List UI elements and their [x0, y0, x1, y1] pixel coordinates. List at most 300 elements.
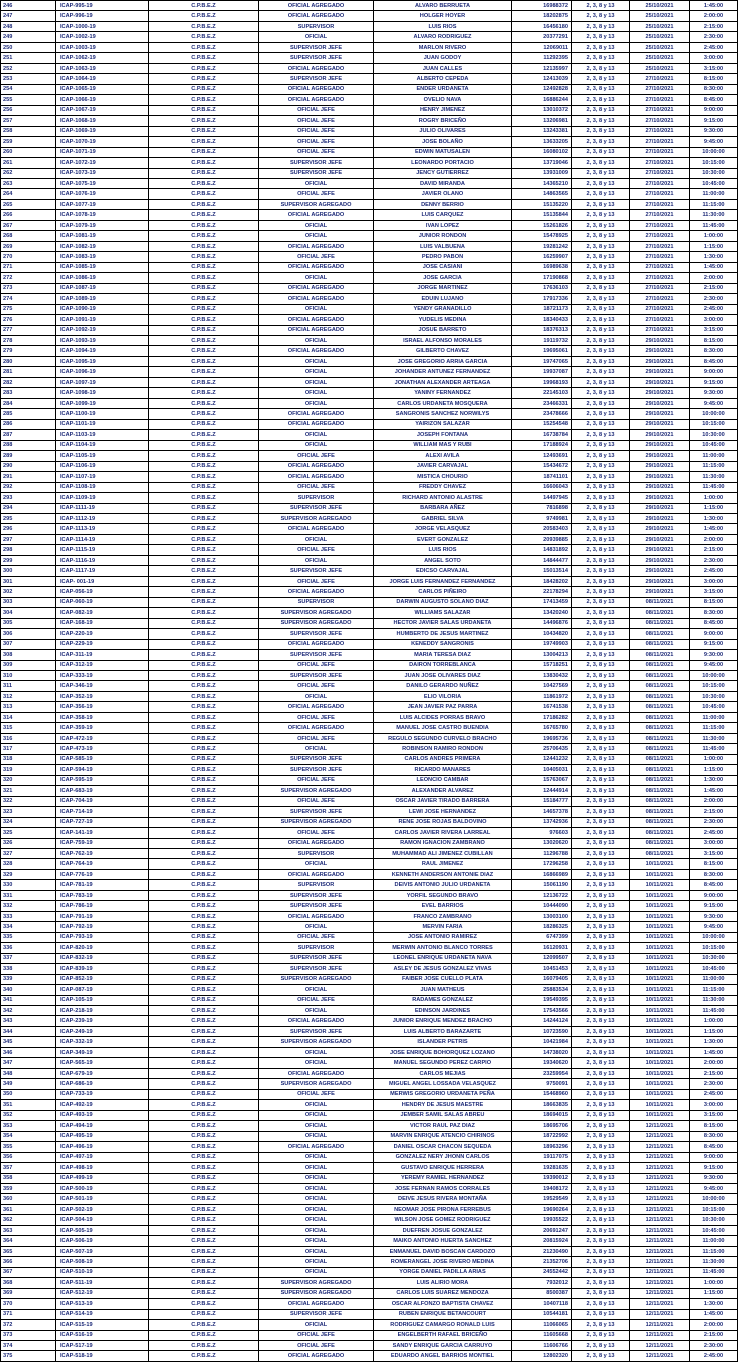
date-cell: 27/10/2021	[630, 199, 690, 209]
table-row	[1, 346, 738, 356]
date-cell: 27/10/2021	[630, 137, 690, 147]
date-cell: 25/10/2021	[630, 1, 690, 11]
name-cell: JOSE ANTONIO RAMIREZ	[374, 932, 512, 942]
table-row	[1, 911, 738, 921]
code-cell: ICAP-1065-19	[56, 84, 149, 94]
table-row	[1, 493, 738, 503]
row-number-cell: 279	[1, 346, 56, 356]
id-number-cell: 13010372	[512, 105, 572, 115]
rank-cell: OFICIAL JEFE	[259, 545, 374, 555]
id-number-cell: 15254548	[512, 419, 572, 429]
row-number-cell: 294	[1, 503, 56, 513]
organism-cell: C.P.B.E.Z	[149, 32, 259, 42]
days-cell: 2, 3, 8 y 13	[572, 754, 630, 764]
table-row	[1, 1215, 738, 1225]
organism-cell: C.P.B.E.Z	[149, 294, 259, 304]
date-cell: 12/11/2021	[630, 1152, 690, 1162]
row-number-cell: 337	[1, 953, 56, 963]
organism-cell: C.P.B.E.Z	[149, 1089, 259, 1099]
name-cell: DUEFREN JOSUE GONZALEZ	[374, 1225, 512, 1235]
days-cell: 2, 3, 8 y 13	[572, 42, 630, 52]
time-cell: 1:30:00	[690, 775, 738, 785]
row-number-cell: 277	[1, 325, 56, 335]
table-row	[1, 1121, 738, 1131]
rank-cell: OFICIAL	[259, 220, 374, 230]
time-cell: 2:15:00	[690, 807, 738, 817]
table-row	[1, 1142, 738, 1152]
code-cell: ICAP-1114-19	[56, 534, 149, 544]
code-cell: ICAP-1111-19	[56, 503, 149, 513]
name-cell: MIGUEL ANGEL LOSSADA VELASQUEZ	[374, 1079, 512, 1089]
table-row	[1, 985, 738, 995]
id-number-cell: 13243381	[512, 126, 572, 136]
time-cell: 9:30:00	[690, 650, 738, 660]
time-cell: 8:15:00	[690, 336, 738, 346]
time-cell: 10:00:00	[690, 671, 738, 681]
rank-cell: OFICIAL	[259, 1131, 374, 1141]
code-cell: ICAP-704-19	[56, 796, 149, 806]
table-row	[1, 650, 738, 660]
row-number-cell: 316	[1, 733, 56, 743]
name-cell: DEIVIS ANTONIO JULIO URDANETA	[374, 880, 512, 890]
days-cell: 2, 3, 8 y 13	[572, 1163, 630, 1173]
rank-cell: OFICIAL AGREGADO	[259, 1299, 374, 1309]
rank-cell: SUPERVISOR JEFE	[259, 158, 374, 168]
organism-cell: C.P.B.E.Z	[149, 356, 259, 366]
rank-cell: SUPERVISOR JEFE	[259, 901, 374, 911]
organism-cell: C.P.B.E.Z	[149, 639, 259, 649]
days-cell: 2, 3, 8 y 13	[572, 691, 630, 701]
name-cell: JUAN JOSE OLIVARES DIAZ	[374, 671, 512, 681]
code-cell: ICAP-1096-19	[56, 367, 149, 377]
organism-cell: C.P.B.E.Z	[149, 1341, 259, 1351]
name-cell: JAVIER CARVAJAL	[374, 461, 512, 471]
days-cell: 2, 3, 8 y 13	[572, 859, 630, 869]
id-number-cell: 19340620	[512, 1058, 572, 1068]
id-number-cell: 22145103	[512, 388, 572, 398]
id-number-cell: 13830432	[512, 671, 572, 681]
row-number-cell: 373	[1, 1330, 56, 1340]
row-number-cell: 315	[1, 723, 56, 733]
row-number-cell: 262	[1, 168, 56, 178]
table-row	[1, 430, 738, 440]
rank-cell: OFICIAL	[259, 985, 374, 995]
organism-cell: C.P.B.E.Z	[149, 21, 259, 31]
days-cell: 2, 3, 8 y 13	[572, 147, 630, 157]
rank-cell: OFICIAL	[259, 430, 374, 440]
code-cell: ICAP-082-19	[56, 608, 149, 618]
code-cell: ICAP-1069-19	[56, 126, 149, 136]
organism-cell: C.P.B.E.Z	[149, 712, 259, 722]
name-cell: DAIRON TORREBLANCA	[374, 660, 512, 670]
id-number-cell: 25706435	[512, 744, 572, 754]
code-cell: ICAP-504-19	[56, 1215, 149, 1225]
id-number-cell: 15061190	[512, 880, 572, 890]
date-cell: 10/11/2021	[630, 1089, 690, 1099]
organism-cell: C.P.B.E.Z	[149, 440, 259, 450]
table-row	[1, 440, 738, 450]
time-cell: 1:45:00	[690, 1047, 738, 1057]
name-cell: CARLOS LUIS SUAREZ MENDOZA	[374, 1288, 512, 1298]
date-cell: 10/11/2021	[630, 922, 690, 932]
name-cell: JOSE FERNAN RAMOS CORRALES	[374, 1183, 512, 1193]
days-cell: 2, 3, 8 y 13	[572, 1267, 630, 1277]
id-number-cell: 12135997	[512, 63, 572, 73]
table-row	[1, 42, 738, 52]
code-cell: ICAP-105-19	[56, 995, 149, 1005]
date-cell: 27/10/2021	[630, 105, 690, 115]
row-number-cell: 287	[1, 430, 56, 440]
code-cell: ICAP-514-19	[56, 1309, 149, 1319]
organism-cell: C.P.B.E.Z	[149, 1142, 259, 1152]
time-cell: 8:45:00	[690, 618, 738, 628]
time-cell: 1:45:00	[690, 1, 738, 11]
table-row	[1, 943, 738, 953]
date-cell: 27/10/2021	[630, 325, 690, 335]
date-cell: 29/10/2021	[630, 545, 690, 555]
time-cell: 9:00:00	[690, 890, 738, 900]
table-row	[1, 702, 738, 712]
rank-cell: SUPERVISOR AGREGADO	[259, 618, 374, 628]
date-cell: 10/11/2021	[630, 1100, 690, 1110]
name-cell: LUIS ALIRIO MORA	[374, 1278, 512, 1288]
row-number-cell: 291	[1, 472, 56, 482]
table-row	[1, 147, 738, 157]
id-number-cell: 18694015	[512, 1110, 572, 1120]
id-number-cell: 13003100	[512, 911, 572, 921]
organism-cell: C.P.B.E.Z	[149, 608, 259, 618]
time-cell: 11:30:00	[690, 733, 738, 743]
row-number-cell: 269	[1, 241, 56, 251]
table-row	[1, 1236, 738, 1246]
time-cell: 10:15:00	[690, 1204, 738, 1214]
date-cell: 27/10/2021	[630, 283, 690, 293]
name-cell: JORGE MARTINEZ	[374, 283, 512, 293]
table-row	[1, 723, 738, 733]
date-cell: 08/11/2021	[630, 744, 690, 754]
date-cell: 27/10/2021	[630, 168, 690, 178]
date-cell: 08/11/2021	[630, 723, 690, 733]
name-cell: HENDRY DE JESUS MAESTRE	[374, 1100, 512, 1110]
row-number-cell: 280	[1, 356, 56, 366]
organism-cell: C.P.B.E.Z	[149, 1047, 259, 1057]
organism-cell: C.P.B.E.Z	[149, 388, 259, 398]
row-number-cell: 265	[1, 199, 56, 209]
row-number-cell: 274	[1, 294, 56, 304]
table-row	[1, 807, 738, 817]
date-cell: 08/11/2021	[630, 754, 690, 764]
time-cell: 2:30:00	[690, 32, 738, 42]
time-cell: 8:45:00	[690, 1142, 738, 1152]
days-cell: 2, 3, 8 y 13	[572, 210, 630, 220]
id-number-cell: 19119732	[512, 336, 572, 346]
rank-cell: OFICIAL AGREGADO	[259, 262, 374, 272]
date-cell: 10/11/2021	[630, 995, 690, 1005]
id-number-cell: 11066065	[512, 1320, 572, 1330]
name-cell: ALEXI AVILA	[374, 451, 512, 461]
table-row	[1, 880, 738, 890]
days-cell: 2, 3, 8 y 13	[572, 105, 630, 115]
row-number-cell: 318	[1, 754, 56, 764]
time-cell: 1:30:00	[690, 1037, 738, 1047]
days-cell: 2, 3, 8 y 13	[572, 409, 630, 419]
id-number-cell: 12413039	[512, 74, 572, 84]
id-number-cell: 16120931	[512, 943, 572, 953]
date-cell: 10/11/2021	[630, 859, 690, 869]
code-cell: ICAP-517-19	[56, 1341, 149, 1351]
rank-cell: OFICIAL	[259, 1236, 374, 1246]
name-cell: REGULO SEGUNDO CURVELO BRACHO	[374, 733, 512, 743]
date-cell: 12/11/2021	[630, 1341, 690, 1351]
name-cell: YORFIL SEGUNDO BRAVO	[374, 890, 512, 900]
date-cell: 25/10/2021	[630, 32, 690, 42]
name-cell: CARLOS JAVIER RIVERA LARREAL	[374, 828, 512, 838]
days-cell: 2, 3, 8 y 13	[572, 95, 630, 105]
row-number-cell: 355	[1, 1142, 56, 1152]
days-cell: 2, 3, 8 y 13	[572, 126, 630, 136]
days-cell: 2, 3, 8 y 13	[572, 576, 630, 586]
date-cell: 08/11/2021	[630, 608, 690, 618]
days-cell: 2, 3, 8 y 13	[572, 315, 630, 325]
name-cell: MISTICA CHOURIO	[374, 472, 512, 482]
name-cell: RICHARD ANTONIO ALASTRE	[374, 493, 512, 503]
name-cell: YAIRIZON SALAZAR	[374, 419, 512, 429]
name-cell: ROBINSON RAMIRO RONDON	[374, 744, 512, 754]
code-cell: ICAP-472-19	[56, 733, 149, 743]
table-row	[1, 189, 738, 199]
rank-cell: SUPERVISOR	[259, 848, 374, 858]
id-number-cell: 12802320	[512, 1351, 572, 1361]
row-number-cell: 288	[1, 440, 56, 450]
row-number-cell: 283	[1, 388, 56, 398]
rank-cell: SUPERVISOR JEFE	[259, 807, 374, 817]
organism-cell: C.P.B.E.Z	[149, 252, 259, 262]
time-cell: 8:15:00	[690, 859, 738, 869]
row-number-cell: 247	[1, 11, 56, 21]
days-cell: 2, 3, 8 y 13	[572, 1288, 630, 1298]
rank-cell: OFICIAL JEFE	[259, 451, 374, 461]
table-row	[1, 890, 738, 900]
table-row	[1, 1131, 738, 1141]
date-cell: 27/10/2021	[630, 116, 690, 126]
table-row	[1, 681, 738, 691]
name-cell: RICARDO MANARES	[374, 765, 512, 775]
time-cell: 1:30:00	[690, 1299, 738, 1309]
name-cell: ALVARO RODRIGUEZ	[374, 32, 512, 42]
time-cell: 9:15:00	[690, 901, 738, 911]
table-row	[1, 1058, 738, 1068]
rank-cell: OFICIAL	[259, 273, 374, 283]
days-cell: 2, 3, 8 y 13	[572, 639, 630, 649]
code-cell: ICAP-1099-19	[56, 398, 149, 408]
time-cell: 3:00:00	[690, 838, 738, 848]
row-number-cell: 246	[1, 1, 56, 11]
code-cell: ICAP-1077-19	[56, 199, 149, 209]
organism-cell: C.P.B.E.Z	[149, 744, 259, 754]
organism-cell: C.P.B.E.Z	[149, 545, 259, 555]
rank-cell: OFICIAL AGREGADO	[259, 1351, 374, 1361]
rank-cell: SUPERVISOR JEFE	[259, 74, 374, 84]
row-number-cell: 350	[1, 1089, 56, 1099]
days-cell: 2, 3, 8 y 13	[572, 178, 630, 188]
row-number-cell: 307	[1, 639, 56, 649]
row-number-cell: 272	[1, 273, 56, 283]
code-cell: ICAP-1100-19	[56, 409, 149, 419]
code-cell: ICAP-087-19	[56, 985, 149, 995]
code-cell: ICAP-1076-19	[56, 189, 149, 199]
days-cell: 2, 3, 8 y 13	[572, 1278, 630, 1288]
days-cell: 2, 3, 8 y 13	[572, 608, 630, 618]
date-cell: 27/10/2021	[630, 210, 690, 220]
time-cell: 11:30:00	[690, 210, 738, 220]
id-number-cell: 20583403	[512, 524, 572, 534]
table-row	[1, 210, 738, 220]
id-number-cell: 14657378	[512, 807, 572, 817]
organism-cell: C.P.B.E.Z	[149, 199, 259, 209]
days-cell: 2, 3, 8 y 13	[572, 116, 630, 126]
code-cell: ICAP-852-19	[56, 974, 149, 984]
row-number-cell: 366	[1, 1257, 56, 1267]
date-cell: 29/10/2021	[630, 356, 690, 366]
id-number-cell: 21352706	[512, 1257, 572, 1267]
table-row	[1, 294, 738, 304]
date-cell: 08/11/2021	[630, 765, 690, 775]
date-cell: 12/11/2021	[630, 1299, 690, 1309]
table-row	[1, 618, 738, 628]
row-number-cell: 338	[1, 964, 56, 974]
date-cell: 10/11/2021	[630, 890, 690, 900]
days-cell: 2, 3, 8 y 13	[572, 828, 630, 838]
code-cell: ICAP-764-19	[56, 859, 149, 869]
organism-cell: C.P.B.E.Z	[149, 1267, 259, 1277]
table-row	[1, 116, 738, 126]
row-number-cell: 258	[1, 126, 56, 136]
code-cell: ICAP-1103-19	[56, 430, 149, 440]
id-number-cell: 10407118	[512, 1299, 572, 1309]
time-cell: 8:45:00	[690, 880, 738, 890]
id-number-cell: 18963296	[512, 1142, 572, 1152]
date-cell: 25/10/2021	[630, 63, 690, 73]
row-number-cell: 333	[1, 911, 56, 921]
date-cell: 08/11/2021	[630, 681, 690, 691]
days-cell: 2, 3, 8 y 13	[572, 325, 630, 335]
time-cell: 8:15:00	[690, 74, 738, 84]
id-number-cell: 10405031	[512, 765, 572, 775]
days-cell: 2, 3, 8 y 13	[572, 1320, 630, 1330]
date-cell: 29/10/2021	[630, 555, 690, 565]
table-row	[1, 691, 738, 701]
organism-cell: C.P.B.E.Z	[149, 1110, 259, 1120]
id-number-cell: 13931009	[512, 168, 572, 178]
code-cell: ICAP-1098-19	[56, 388, 149, 398]
rank-cell: SUPERVISOR JEFE	[259, 503, 374, 513]
days-cell: 2, 3, 8 y 13	[572, 1121, 630, 1131]
id-number-cell: 15135844	[512, 210, 572, 220]
row-number-cell: 348	[1, 1068, 56, 1078]
row-number-cell: 347	[1, 1058, 56, 1068]
row-number-cell: 285	[1, 409, 56, 419]
code-cell: ICAP-510-19	[56, 1267, 149, 1277]
id-number-cell: 19937087	[512, 367, 572, 377]
date-cell: 10/11/2021	[630, 880, 690, 890]
id-number-cell: 11605668	[512, 1330, 572, 1340]
code-cell: ICAP-505-19	[56, 1225, 149, 1235]
table-row	[1, 1194, 738, 1204]
row-number-cell: 253	[1, 74, 56, 84]
code-cell: ICAP-500-19	[56, 1183, 149, 1193]
table-row	[1, 398, 738, 408]
code-cell: ICAP-783-19	[56, 890, 149, 900]
code-cell: ICAP-1085-19	[56, 262, 149, 272]
name-cell: HOLGER HOYER	[374, 11, 512, 21]
rank-cell: SUPERVISOR JEFE	[259, 1309, 374, 1319]
days-cell: 2, 3, 8 y 13	[572, 744, 630, 754]
name-cell: ASLEY DE JESUS GONZALEZ VIVAS	[374, 964, 512, 974]
time-cell: 1:15:00	[690, 765, 738, 775]
row-number-cell: 329	[1, 869, 56, 879]
days-cell: 2, 3, 8 y 13	[572, 1194, 630, 1204]
name-cell: MARLON RIVERO	[374, 42, 512, 52]
date-cell: 27/10/2021	[630, 262, 690, 272]
name-cell: ENMANUEL DAVID BOSCAN CARDOZO	[374, 1246, 512, 1256]
code-cell: ICAP-1081-19	[56, 231, 149, 241]
date-cell: 29/10/2021	[630, 524, 690, 534]
time-cell: 10:00:00	[690, 147, 738, 157]
time-cell: 10:45:00	[690, 1225, 738, 1235]
id-number-cell: 12099507	[512, 953, 572, 963]
row-number-cell: 361	[1, 1204, 56, 1214]
table-row	[1, 461, 738, 471]
row-number-cell: 328	[1, 859, 56, 869]
organism-cell: C.P.B.E.Z	[149, 398, 259, 408]
days-cell: 2, 3, 8 y 13	[572, 273, 630, 283]
organism-cell: C.P.B.E.Z	[149, 346, 259, 356]
date-cell: 27/10/2021	[630, 95, 690, 105]
rank-cell: SUPERVISOR JEFE	[259, 53, 374, 63]
id-number-cell: 14244124	[512, 1016, 572, 1026]
organism-cell: C.P.B.E.Z	[149, 503, 259, 513]
days-cell: 2, 3, 8 y 13	[572, 21, 630, 31]
days-cell: 2, 3, 8 y 13	[572, 807, 630, 817]
name-cell: OVELIO NAVA	[374, 95, 512, 105]
organism-cell: C.P.B.E.Z	[149, 493, 259, 503]
table-row	[1, 765, 738, 775]
id-number-cell: 12444914	[512, 786, 572, 796]
days-cell: 2, 3, 8 y 13	[572, 786, 630, 796]
rank-cell: SUPERVISOR	[259, 493, 374, 503]
time-cell: 2:45:00	[690, 566, 738, 576]
row-number-cell: 313	[1, 702, 56, 712]
days-cell: 2, 3, 8 y 13	[572, 555, 630, 565]
code-cell: ICAP-501-19	[56, 1194, 149, 1204]
rank-cell: OFICIAL	[259, 1320, 374, 1330]
name-cell: CARLOS URDANETA MOSQUERA	[374, 398, 512, 408]
date-cell: 08/11/2021	[630, 786, 690, 796]
table-row	[1, 252, 738, 262]
name-cell: JOSE CASIANI	[374, 262, 512, 272]
days-cell: 2, 3, 8 y 13	[572, 398, 630, 408]
table-row	[1, 555, 738, 565]
code-cell: ICAP-686-19	[56, 1079, 149, 1089]
row-number-cell: 296	[1, 524, 56, 534]
id-number-cell: 14738020	[512, 1047, 572, 1057]
time-cell: 3:15:00	[690, 587, 738, 597]
rank-cell: OFICIAL AGREGADO	[259, 838, 374, 848]
rank-cell: OFICIAL	[259, 1267, 374, 1277]
name-cell: JUAN MATHEUS	[374, 985, 512, 995]
organism-cell: C.P.B.E.Z	[149, 1183, 259, 1193]
table-row	[1, 576, 738, 586]
